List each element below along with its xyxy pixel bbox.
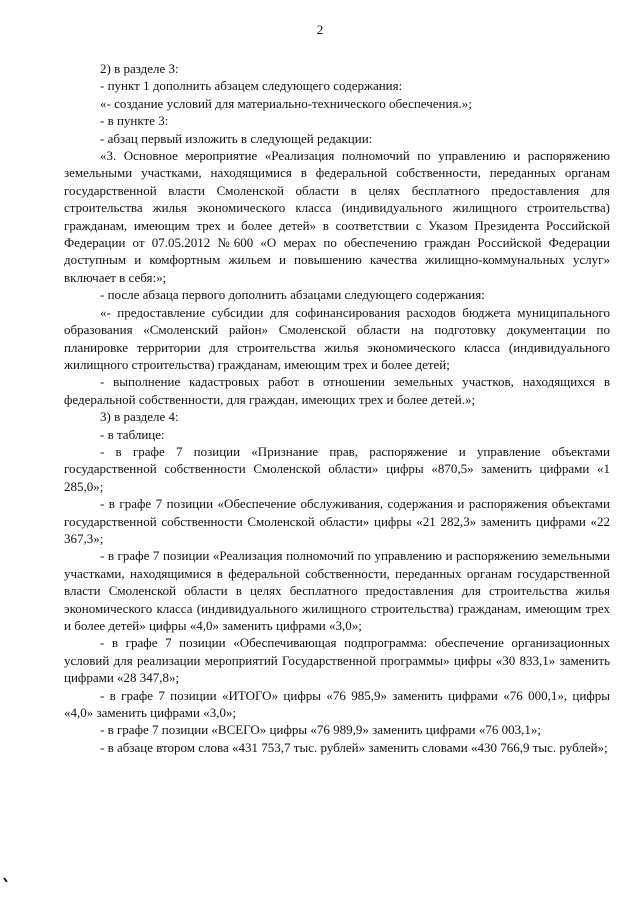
- paragraph: - абзац первый изложить в следующей редакции:: [100, 130, 373, 146]
- paragraph: - в графе 7 позиции «Обеспечивающая подпрограмма: обеспечение организационных условий для реализации мероприятий Государственной программы» цифры «30 833,1» заменить цифрами «28 347,8»;: [64, 635, 610, 686]
- paragraph: 2) в разделе 3:: [100, 61, 179, 76]
- paragraph: - выполнение кадастровых работ в отношении земельных участков, находящихся в федеральной собственности, для граждан, имеющих трех и более детей.»;: [64, 374, 610, 407]
- paragraph: - в графе 7 позиции «ВСЕГО» цифры «76 989,9» заменить цифрами «76 003,1»;: [100, 722, 541, 738]
- paragraph: - в графе 7 позиции «Признание прав, распоряжение и управление объектами государственной собственности Смоленской области» цифры «870,5» заменить цифрами «1 285,0»;: [64, 443, 610, 494]
- paragraph: «- создание условий для материально-технического обеспечения.»;: [100, 95, 472, 111]
- paragraph: - в таблице:: [100, 426, 165, 442]
- paragraph: «3. Основное мероприятие «Реализация полномочий по управлению и распоряжению земельными участками, находящимися в федеральной собственности, переданных органам государственной власти Смоленской области в целях бесплатного предоставления для строительства жилья экономического класса (индивидуального жилищного строительства) гражданам, имеющим трех и более детей» в соответствии с Указом Президента Российской Федерации от 07.05.2012 №600 «О мерах по обеспечению граждан Российской Федерации доступным и комфортным жильем и повышению качества жилищно-коммунальных услуг» включает в себя:»;: [64, 148, 610, 285]
- paragraph: - в графе 7 позиции «Обеспечение обслуживания, содержания и распоряжения объектами государственной собственности Смоленской области» цифры «21 282,3» заменить цифрами «22 367,3»;: [64, 496, 610, 546]
- paragraph: - пункт 1 дополнить абзацем следующего содержания:: [100, 78, 403, 94]
- paragraph: 3) в разделе 4:: [100, 409, 179, 425]
- document-body: [64, 60, 610, 756]
- paragraph: - в графе 7 позиции «ИТОГО» цифры «76 985,9» заменить цифрами «76 000,1», цифры «4,0» заменить цифрами «3,0»;: [64, 687, 610, 721]
- paragraph: - в абзаце втором слова «431 753,7 тыс. рублей» заменить словами «430 766,9 тыс. рублей»;: [100, 739, 608, 755]
- paragraph: - в пункте 3:: [100, 113, 169, 129]
- scan-mark: [3, 874, 12, 882]
- paragraph: - после абзаца первого дополнить абзацами следующего содержания:: [100, 287, 485, 303]
- page-number: 2: [316, 22, 324, 37]
- paragraph: - в графе 7 позиции «Реализация полномочий по управлению и распоряжению земельными участками, находящимися в федеральной собственности, переданных органам государственной власти Смоленской области в целях бесплатного предоставления для строительства жилья экономического класса (индивидуального жилищного строительства) гражданам, имеющим трех и более детей» цифры «4,0» заменить цифрами «3,0»;: [64, 548, 610, 633]
- paragraph: «- предоставление субсидии для софинансирования расходов бюджета муниципального образования «Смоленский район» Смоленской области на подготовку документации по планировке территории для строительства жилья экономического класса (индивидуального жилищного строительства) гражданам, имеющим трех и более детей;: [64, 304, 610, 372]
